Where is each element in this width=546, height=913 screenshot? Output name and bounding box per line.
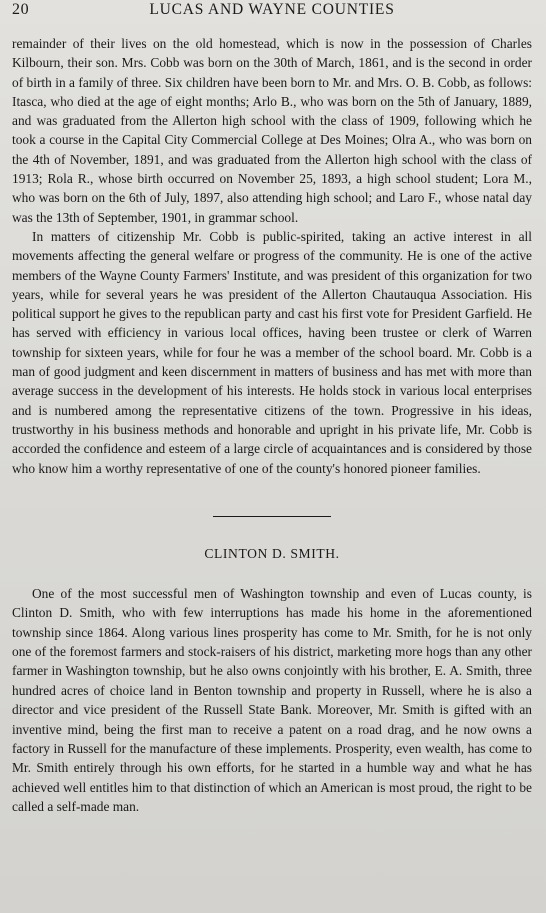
running-head [12,0,532,34]
section-cobb-continuation [12,34,532,478]
page-number: 20 [12,1,30,18]
section-heading: CLINTON D. SMITH. [204,545,340,561]
section-clinton-smith [12,546,532,817]
running-title: LUCAS AND WAYNE COUNTIES [149,1,395,18]
paragraph-cobb-family: remainder of their lives on the old homestead, which is now in the possession of Charles Kilbourn, their son. Mrs. Cobb was born on the 30th of March, 1861, and is the second in order of birth in a family of three. Six children have been born to Mr. and Mrs. O. B. Cobb, as follows: Itasca, who died at the age of eight months; Arlo B., who was born on the 5th of January, 1889, and was graduated from the Allerton high school with the class of 1909, following which he took a course in the Capital City Commercial College at Des Moines; Olra A., who was born on the 4th of November, 1891, and was graduated from the Allerton high school with the class of 1913; Rola R., whose birth occurred on November 25, 1893, a high school student; Lora M., who was born on the 6th of July, 1897, also attending high school; and Laro F., whose natal day was the 13th of September, 1901, in grammar school. [12,36,532,225]
section-divider [213,516,331,517]
paragraph-smith-intro: One of the most successful men of Washington township and even of Lucas county, is Clinton D. Smith, who with few interruptions has made his home in the aforementioned township since 1864. Along various lines prosperity has come to Mr. Smith, for he is not only one of the foremost farmers and stock-raisers of his district, marketing more hogs than any other farmer in Washington township, but he also owns conjointly with his brother, E. A. Smith, three hundred acres of choice land in Benton township and property in Russell, where he is also a director and vice president of the Russell State Bank. Moreover, Mr. Smith is gifted with an inventive mind, being the first man to receive a patent on a road drag, and he now owns a factory in Russell for the manufacture of these implements. Prosperity, even wealth, has come to Mr. Smith entirely through his own efforts, for he started in a humble way and what he has achieved well entitles him to that distinction of which an American is most proud, the right to be called a self-made man. [12,585,532,815]
paragraph-cobb-citizenship: In matters of citizenship Mr. Cobb is public-spirited, taking an active interest in all movements affecting the general welfare or progress of the community. He is one of the active members of the Wayne County Farmers' Institute, and was president of this organization for two years, while for several years he was president of the Allerton Chautauqua Association. His political support he gives to the republican party and cast his first vote for President Garfield. He has served with efficiency in various local offices, having been trustee or clerk of Warren township for sixteen years, while for four he was a member of the school board. Mr. Cobb is a man of good judgment and keen discernment in matters of business and has met with more than average success in the development of his interests. He holds stock in various local enterprises and is numbered among the representative citizens of the town. Progressive in his ideas, trustworthy in his business methods and honorable and upright in his private life, Mr. Cobb is accorded the confidence and esteem of a large circle of acquaintances and is considered by those who know him a worthy representative of one of the county's honored pioneer families. [12,228,532,476]
